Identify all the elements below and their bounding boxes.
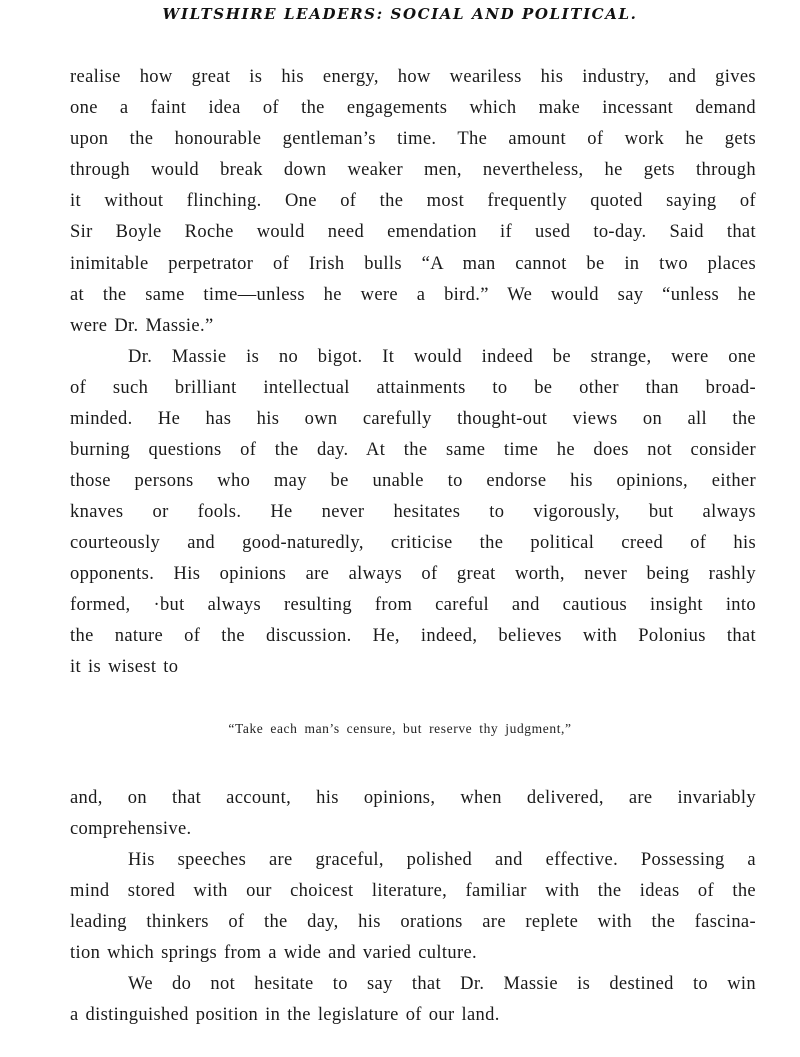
text-line: upon the honourable gentleman’s time. The amount of work he gets xyxy=(70,129,756,149)
text-line: of such brilliant intellectual attainments to be other than broad- xyxy=(70,378,756,398)
text-line: We do not hesitate to say that Dr. Massie is destined to win xyxy=(128,974,756,994)
text-line: formed, ·but always resulting from careful and cautious insight into xyxy=(70,595,756,615)
text-line: comprehensive. xyxy=(70,819,192,839)
text-line: were Dr. Massie.” xyxy=(70,316,214,336)
text-line: leading thinkers of the day, his orations are replete with the fascina- xyxy=(70,912,756,932)
text-line: Dr. Massie is no bigot. It would indeed be strange, were one xyxy=(128,347,756,367)
text-line: tion which springs from a wide and varied culture. xyxy=(70,943,477,963)
text-line: inimitable perpetrator of Irish bulls “A man cannot be in two places xyxy=(70,254,756,274)
text-line: minded. He has his own carefully thought-out views on all the xyxy=(70,409,756,429)
block-quote: “Take each man’s censure, but reserve thy judgment,” xyxy=(228,721,572,736)
text-line: at the same time—unless he were a bird.” We would say “unless he xyxy=(70,285,756,305)
text-line: the nature of the discussion. He, indeed, believes with Polonius that xyxy=(70,626,756,646)
text-line: those persons who may be unable to endorse his opinions, either xyxy=(70,471,756,491)
text-line: it without flinching. One of the most frequently quoted saying of xyxy=(70,191,756,211)
text-line: it is wisest to xyxy=(70,657,179,677)
text-line: burning questions of the day. At the same time he does not consider xyxy=(70,440,756,460)
text-line: courteously and good-naturedly, criticise the political creed of his xyxy=(70,533,756,553)
text-line: realise how great is his energy, how weariless his industry, and gives xyxy=(70,67,756,87)
text-line: a distinguished position in the legislature of our land. xyxy=(70,1005,500,1025)
running-head: WILTSHIRE LEADERS: SOCIAL AND POLITICAL. xyxy=(162,5,638,23)
text-line: mind stored with our choicest literature, familiar with the ideas of the xyxy=(70,881,756,901)
text-line: knaves or fools. He never hesitates to vigorously, but always xyxy=(70,502,756,522)
text-line: Sir Boyle Roche would need emendation if used to-day. Said that xyxy=(70,222,756,242)
text-line: and, on that account, his opinions, when delivered, are invariably xyxy=(70,788,756,808)
text-line: one a faint idea of the engagements which make incessant demand xyxy=(70,98,756,118)
text-line: His speeches are graceful, polished and effective. Possessing a xyxy=(128,850,756,870)
text-line: opponents. His opinions are always of great worth, never being rashly xyxy=(70,564,756,584)
text-line: through would break down weaker men, nevertheless, he gets through xyxy=(70,160,756,180)
